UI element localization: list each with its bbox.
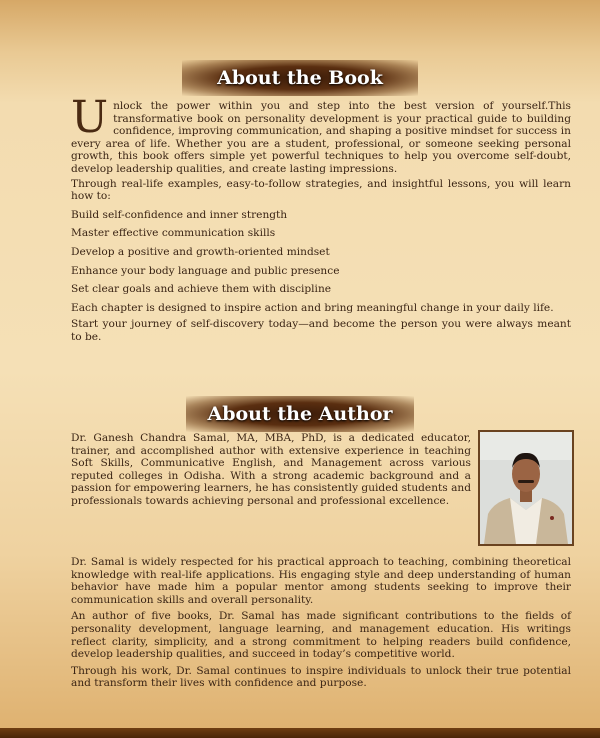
about-author-banner	[186, 396, 414, 432]
list-item: Enhance your body language and public presence	[71, 264, 340, 277]
author-para-1: Dr. Ganesh Chandra Samal, MA, MBA, PhD, is a dedicated educator, trainer, and accomplished author with extensive experience in teaching Soft Skills, Communicative English, and Management across various reputed colleges in Odisha. With a strong academic background and a passion for empowering learners, he has consistently guided students and professionals towards achieving personal and professional excellence.	[71, 432, 471, 507]
book-closing-1: Each chapter is designed to inspire action and bring meaningful change in your daily life.	[71, 301, 554, 314]
about-author-text-full	[71, 556, 571, 692]
about-book-banner	[182, 60, 418, 96]
dropcap: U	[71, 92, 109, 143]
list-item: Set clear goals and achieve them with discipline	[71, 283, 332, 296]
about-book-heading: About the Book	[217, 67, 383, 89]
about-author-text	[71, 432, 471, 510]
author-photo	[478, 430, 574, 546]
list-item: Build self-confidence and inner strength	[71, 208, 288, 221]
book-closing-2: Start your journey of self-discovery today—and become the person you were always meant to be.	[71, 318, 571, 343]
list-item: Develop a positive and growth-oriented mindset	[71, 245, 330, 258]
bottom-border	[0, 728, 600, 738]
book-lead-in: Through real-life examples, easy-to-follow strategies, and insightful lessons, you will learn how to:	[71, 177, 571, 203]
list-item: Master effective communication skills	[71, 227, 276, 240]
about-book-text	[71, 92, 571, 346]
about-author-heading: About the Author	[207, 403, 393, 425]
author-para-3: An author of five books, Dr. Samal has made significant contributions to the fields of personality development, language learning, and management education. His writings reflect clarity, simplicity, and a strong commitment to helping readers build confidence, develop leadership qualities, and succeed in today’s competitive world.	[71, 610, 571, 661]
author-para-2: Dr. Samal is widely respected for his practical approach to teaching, combining theoretical knowledge with real-life applications. His engaging style and deep understanding of human behavior have made him a popular mentor among students seeking to improve their communication skills and overall personality.	[71, 556, 571, 606]
book-intro	[71, 92, 571, 176]
author-para-4: Through his work, Dr. Samal continues to inspire individuals to unlock their true potential and transform their lives with confidence and purpose.	[71, 664, 571, 690]
book-intro-text: nlock the power within you and step into the best version of yourself.This transformative book on personality development is your practical guide to building confidence, improving communication, and shaping a positive mindset for success in every area of life. Whether you are a student, professional, or someone seeking personal growth, this book offers simple yet powerful techniques to help you overcome self-doubt, develop leadership qualities, and create lasting impressions.	[71, 100, 571, 175]
